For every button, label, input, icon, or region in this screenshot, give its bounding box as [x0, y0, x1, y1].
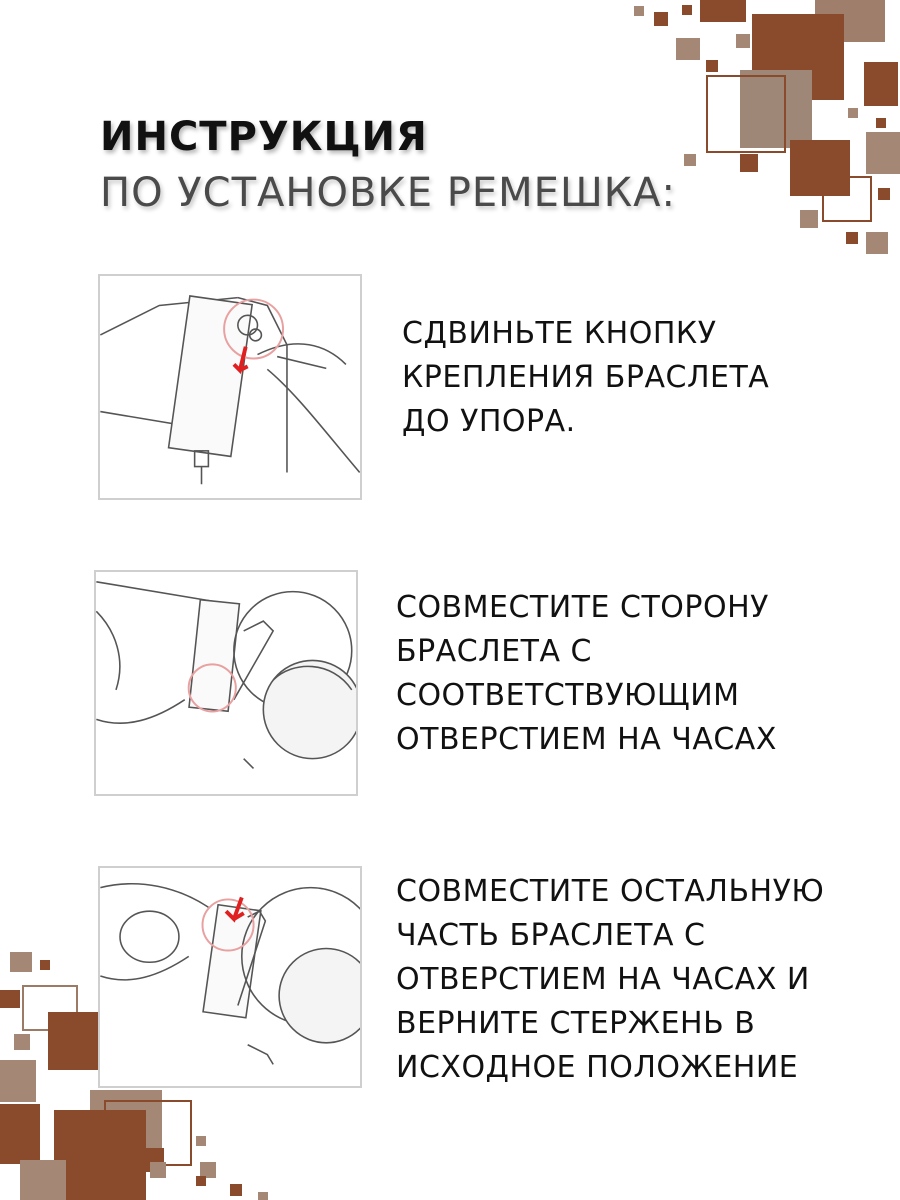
deco-square	[258, 1192, 268, 1200]
deco-square	[14, 1034, 30, 1050]
step-3-illustration	[98, 866, 362, 1088]
step-3-line: ОТВЕРСТИЕМ НА ЧАСАХ И	[396, 962, 810, 997]
deco-square	[878, 188, 890, 200]
step-3-line: ЧАСТЬ БРАСЛЕТА С	[396, 918, 706, 953]
step-1-line: ДО УПОРА.	[402, 404, 576, 439]
step-2-line: БРАСЛЕТА С	[396, 634, 592, 669]
deco-square	[40, 960, 50, 970]
step-1-illustration	[98, 274, 362, 500]
step-1-line: КРЕПЛЕНИЯ БРАСЛЕТА	[402, 360, 770, 395]
deco-square	[846, 232, 858, 244]
deco-square	[634, 6, 644, 16]
deco-square	[0, 990, 20, 1008]
deco-square	[682, 5, 692, 15]
deco-square	[706, 60, 718, 72]
deco-square	[736, 34, 750, 48]
deco-square	[800, 210, 818, 228]
step-2-line: ОТВЕРСТИЕМ НА ЧАСАХ	[396, 722, 777, 757]
step-2-illustration	[94, 570, 358, 796]
step-2-text	[396, 586, 777, 762]
deco-square	[10, 952, 32, 972]
deco-square	[700, 0, 746, 22]
step-1-drawing	[100, 276, 360, 498]
step-3-text	[396, 870, 824, 1090]
deco-square	[196, 1176, 206, 1186]
deco-square	[848, 108, 858, 118]
step-2-drawing	[96, 572, 356, 794]
deco-square	[0, 1104, 40, 1164]
deco-outline-square	[706, 75, 786, 153]
deco-square	[866, 132, 900, 174]
deco-square	[866, 232, 888, 254]
deco-square	[864, 62, 898, 106]
deco-square	[0, 1060, 36, 1102]
step-1-line: СДВИНЬТЕ КНОПКУ	[402, 316, 717, 351]
step-3-line: ИСХОДНОЕ ПОЛОЖЕНИЕ	[396, 1050, 799, 1085]
deco-square	[740, 154, 758, 172]
step-1-text	[402, 312, 769, 444]
deco-square	[20, 1160, 66, 1200]
deco-square	[876, 118, 886, 128]
deco-outline-square	[822, 176, 872, 222]
step-3-line: ВЕРНИТЕ СТЕРЖЕНЬ В	[396, 1006, 756, 1041]
step-2-line: СОВМЕСТИТЕ СТОРОНУ	[396, 590, 769, 625]
step-3-line: СОВМЕСТИТЕ ОСТАЛЬНУЮ	[396, 874, 825, 909]
step-3-drawing	[100, 868, 360, 1086]
deco-square	[48, 1012, 100, 1070]
deco-square	[196, 1136, 206, 1146]
title-subtitle: ПО УСТАНОВКЕ РЕМЕШКА:	[100, 170, 676, 216]
deco-square	[676, 38, 700, 60]
deco-square	[684, 154, 696, 166]
deco-square	[150, 1162, 166, 1178]
title-main: ИНСТРУКЦИЯ	[100, 114, 428, 160]
deco-square	[230, 1184, 242, 1196]
deco-square	[654, 12, 668, 26]
step-2-line: СООТВЕТСТВУЮЩИМ	[396, 678, 740, 713]
